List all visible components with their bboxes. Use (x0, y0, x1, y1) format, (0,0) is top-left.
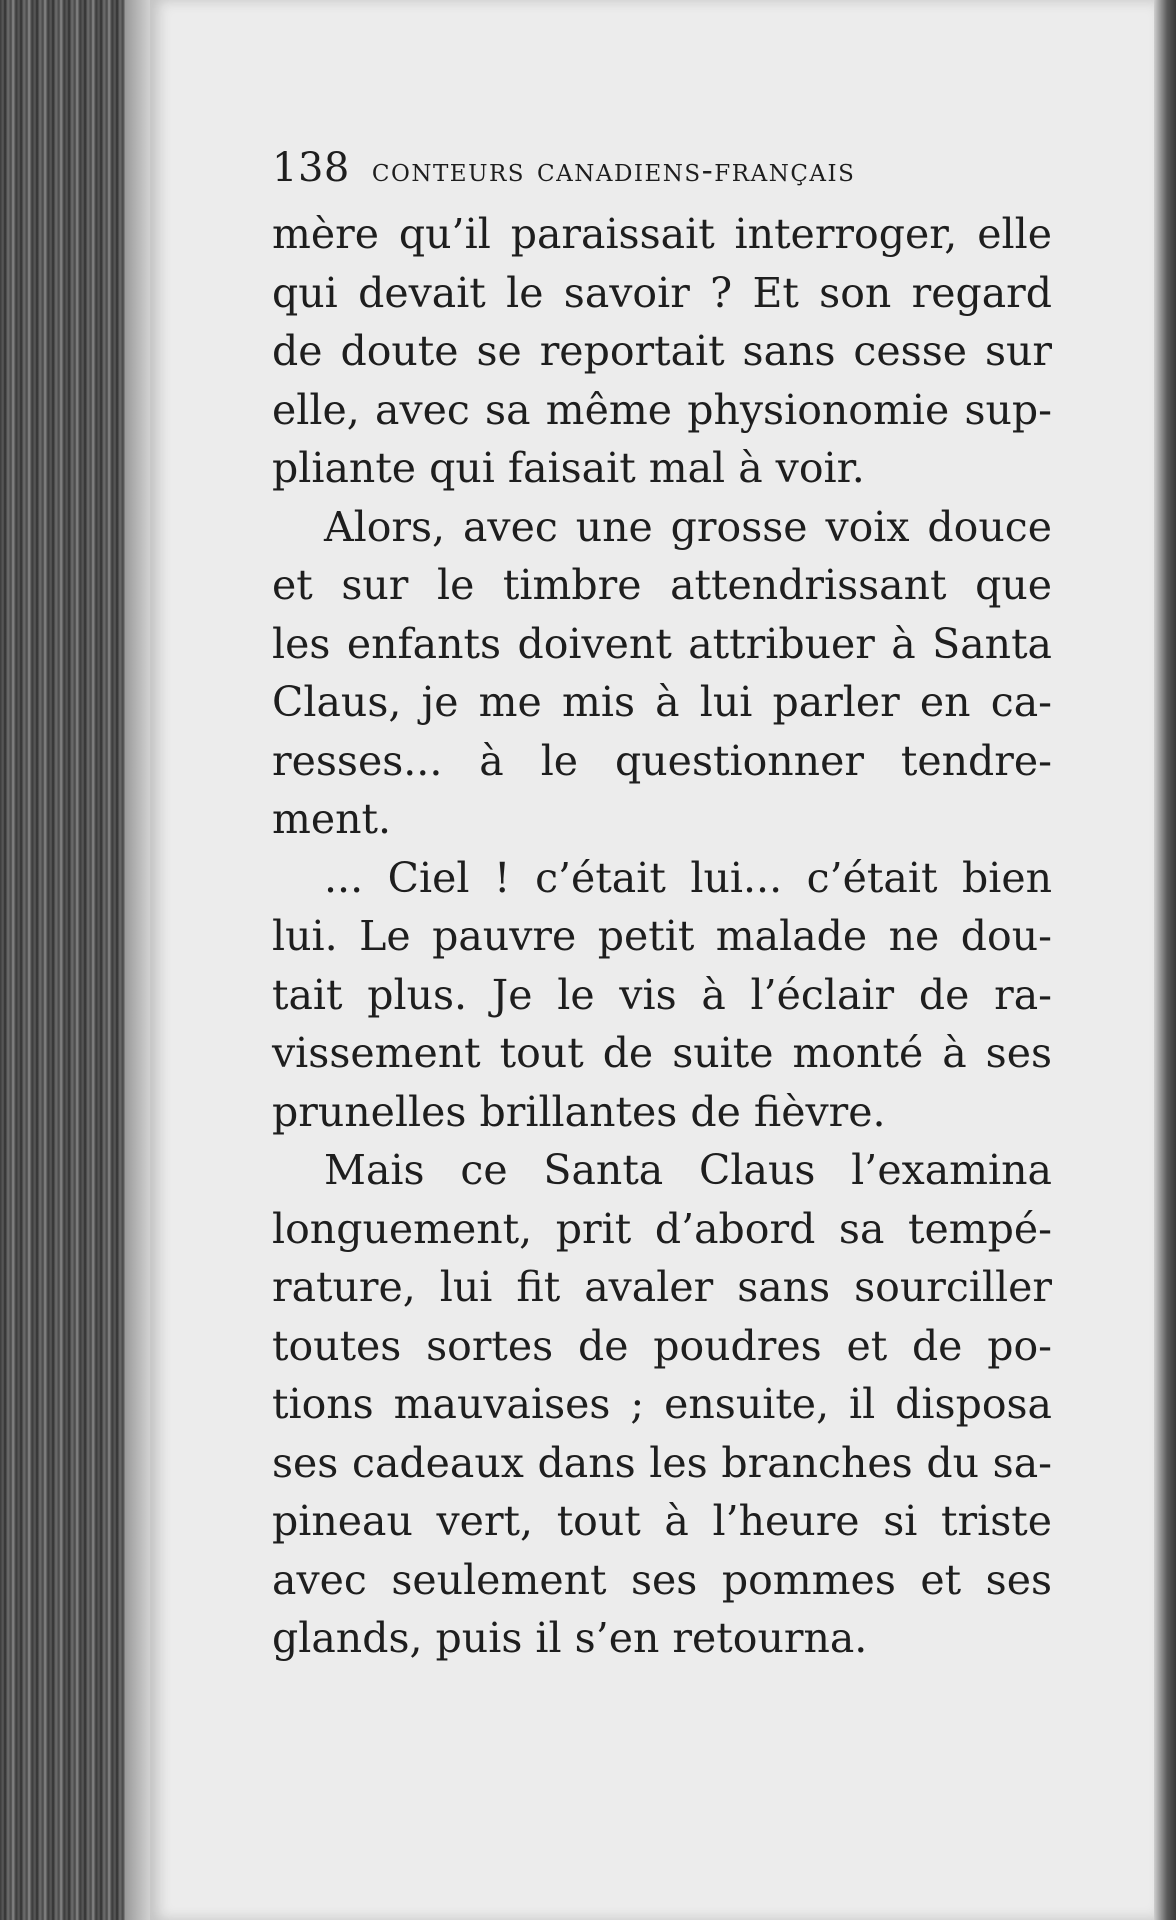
text-line: tions mauvaises ; ensuite, il disposa (272, 1380, 1052, 1428)
book-right-edge (1154, 0, 1176, 1920)
text-line: Alors, avec une grosse voix douce (324, 502, 1052, 551)
text-line: Mais ce Santa Claus l’examina (324, 1146, 1052, 1194)
text-line: rature, lui fit avaler sans sourciller (272, 1263, 1052, 1311)
text-line: toutes sortes de poudres et de po- (272, 1321, 1052, 1370)
text-line: et sur le timbre attendrissant que (272, 561, 1052, 609)
text-line: elle, avec sa même physionomie sup- (272, 385, 1052, 434)
text-line: resses... à le questionner tendre- (272, 736, 1052, 785)
text-line: glands, puis il s’en retourna. (272, 1614, 868, 1662)
text-line: lui. Le pauvre petit malade ne dou- (272, 912, 1052, 960)
text-line: vissement tout de suite monté à ses (272, 1029, 1052, 1077)
page-number: 138 (272, 145, 350, 191)
running-head (272, 145, 1052, 205)
text-line: ... Ciel ! c’était lui... c’était bien (324, 853, 1052, 902)
text-line: ses cadeaux dans les branches du sa- (272, 1438, 1052, 1487)
running-title: conteurs canadiens-français (371, 150, 856, 189)
text-line: qui devait le savoir ? Et son regard (272, 268, 1052, 317)
text-line: prunelles brillantes de fièvre. (272, 1087, 886, 1136)
page-content (272, 145, 1052, 1668)
book-page-edges (0, 0, 165, 1920)
text-line: tait plus. Je le vis à l’éclair de ra- (272, 970, 1052, 1019)
body-text (272, 205, 1052, 1668)
text-line: ment. (272, 795, 392, 843)
text-line: Claus, je me mis à lui parler en ca- (272, 678, 1052, 726)
text-line: pliante qui faisait mal à voir. (272, 444, 865, 492)
text-line: mère qu’il paraissait interroger, elle (272, 210, 1052, 258)
text-line: longuement, prit d’abord sa tempé- (272, 1204, 1052, 1253)
text-line: avec seulement ses pommes et ses (272, 1555, 1052, 1604)
text-line: de doute se reportait sans cesse sur (272, 327, 1052, 375)
text-line: les enfants doivent attribuer à Santa (272, 619, 1052, 668)
page (150, 0, 1154, 1920)
text-line: pineau vert, tout à l’heure si triste (272, 1497, 1052, 1545)
